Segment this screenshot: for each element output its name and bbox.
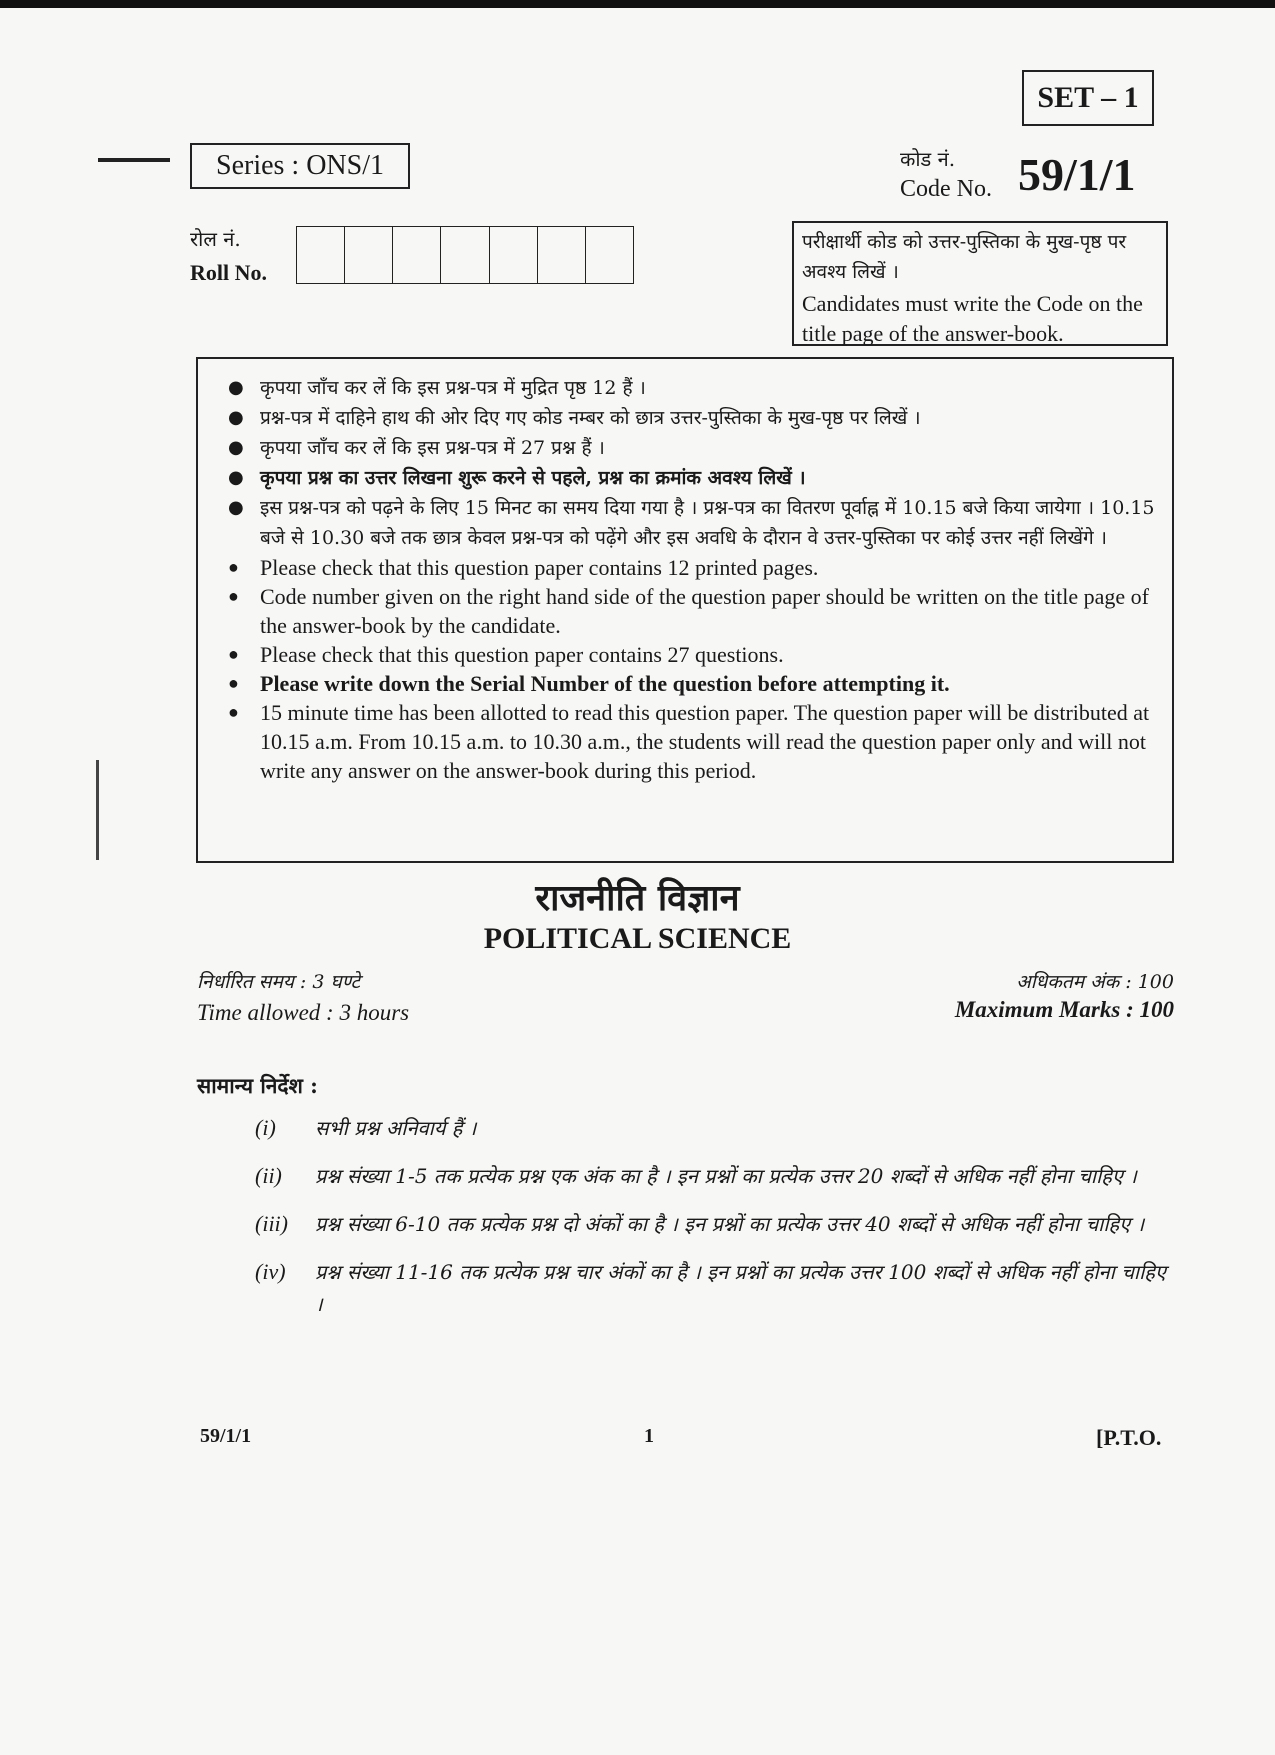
instruction-item: ● Please check that this question paper contains 12 printed pages. <box>228 555 819 580</box>
margin-dash <box>98 158 170 162</box>
instruction-item: ● इस प्रश्न-पत्र को पढ़ने के लिए 15 मिनट का समय दिया गया है । प्रश्न-पत्र का वितरण पूर्वाह्न में 10.15 बजे किया जायेगा । 10.15 बजे से 10.30 बजे तक छात्र केवल प्रश्न-पत्र को पढ़ेंगे और इस अवधि के दौरान वे उत्तर-पुस्तिका पर कोई उत्तर नहीं लिखेंगे । <box>228 493 1158 553</box>
roll-label-english: Roll No. <box>190 260 267 285</box>
general-instruction-item <box>255 1112 1175 1144</box>
roll-digit-box[interactable] <box>297 227 345 283</box>
candidate-note-box <box>792 221 1168 346</box>
roll-digit-box[interactable] <box>393 227 441 283</box>
bullet-icon: ● <box>228 673 239 693</box>
item-text: प्रश्न संख्या 1-5 तक प्रत्येक प्रश्न एक अंक का है । इन प्रश्नों का प्रत्येक उत्तर 20 शब्दों से अधिक नहीं होना चाहिए । <box>315 1164 1137 1188</box>
instruction-item: ● Please check that this question paper contains 27 questions. <box>228 642 784 667</box>
instruction-item: ● Please write down the Serial Number of the question before attempting it. <box>228 671 950 696</box>
code-number: 59/1/1 <box>1018 149 1136 200</box>
margin-mark <box>96 760 99 860</box>
bullet-icon: ● <box>228 644 239 664</box>
general-instruction-item <box>255 1208 1175 1240</box>
instructions-box <box>196 357 1174 863</box>
bullet-icon: ● <box>228 407 244 428</box>
bullet-icon: ● <box>228 467 244 488</box>
bullet-icon: ● <box>228 557 239 577</box>
roll-label-hindi: रोल नं. <box>190 227 241 251</box>
instruction-item: ● Code number given on the right hand side of the question paper should be written on the title page of the answer-book by the candidate. <box>228 584 1149 638</box>
pto-label: [P.T.O. <box>1096 1425 1162 1450</box>
instruction-item: ● कृपया जाँच कर लें कि इस प्रश्न-पत्र में मुद्रित पृष्ठ 12 हैं । <box>228 373 1158 403</box>
subject-title-hindi: राजनीति विज्ञान <box>535 877 740 919</box>
roll-digit-box[interactable] <box>441 227 489 283</box>
instruction-item: ● कृपया प्रश्न का उत्तर लिखना शुरू करने से पहले, प्रश्न का क्रमांक अवश्य लिखें । <box>228 463 1158 493</box>
item-text: सभी प्रश्न अनिवार्य हैं । <box>315 1116 477 1140</box>
roll-number-boxes[interactable] <box>296 226 634 284</box>
general-instruction-item <box>255 1256 1175 1320</box>
max-marks-hindi: अधिकतम अंक : 100 <box>1016 971 1174 993</box>
roll-digit-box[interactable] <box>345 227 393 283</box>
bullet-icon: ● <box>228 702 239 722</box>
bullet-icon: ● <box>228 377 244 398</box>
candidate-note-english: Candidates must write the Code on the title page of the answer-book. <box>802 291 1143 346</box>
max-marks-english: Maximum Marks : 100 <box>954 997 1174 1022</box>
item-number: (ii) <box>255 1163 282 1188</box>
item-number: (iii) <box>255 1211 288 1236</box>
bullet-icon: ● <box>228 437 244 458</box>
item-number: (i) <box>255 1115 276 1140</box>
time-allowed-hindi: निर्धारित समय : 3 घण्टे <box>197 971 361 993</box>
set-label: SET – 1 <box>1022 70 1154 126</box>
bullet-icon: ● <box>228 586 239 606</box>
code-label-hindi: कोड नं. <box>900 147 956 171</box>
general-instructions-list <box>255 1112 1175 1336</box>
roll-digit-box[interactable] <box>586 227 633 283</box>
general-instruction-item <box>255 1160 1175 1192</box>
item-text: प्रश्न संख्या 11-16 तक प्रत्येक प्रश्न चार अंकों का है । इन प्रश्नों का प्रत्येक उत्तर 100 शब्दों से अधिक नहीं होना चाहिए । <box>315 1260 1166 1316</box>
candidate-note-hindi: परीक्षार्थी कोड को उत्तर-पुस्तिका के मुख-पृष्ठ पर अवश्य लिखें । <box>802 231 1127 283</box>
roll-digit-box[interactable] <box>538 227 586 283</box>
code-label-english: Code No. <box>900 176 992 202</box>
instructions-list <box>198 359 1172 785</box>
roll-digit-box[interactable] <box>490 227 538 283</box>
general-instructions-title: सामान्य निर्देश : <box>197 1073 318 1098</box>
item-number: (iv) <box>255 1259 286 1284</box>
top-edge-bar <box>0 0 1275 8</box>
bullet-icon: ● <box>228 497 244 518</box>
instruction-item: ● 15 minute time has been allotted to read this question paper. The question paper will be distributed at 10.15 a.m. From 10.15 a.m. to 10.30 a.m., the students will read the question paper only and will not write any answer on the answer-book during this period. <box>228 700 1150 783</box>
instruction-item: ● कृपया जाँच कर लें कि इस प्रश्न-पत्र में 27 प्रश्न हैं । <box>228 433 1158 463</box>
footer-code: 59/1/1 <box>200 1425 252 1447</box>
item-text: प्रश्न संख्या 6-10 तक प्रत्येक प्रश्न दो अंकों का है । इन प्रश्नों का प्रत्येक उत्तर 40 शब्दों से अधिक नहीं होना चाहिए । <box>315 1212 1145 1236</box>
page-number: 1 <box>644 1425 654 1447</box>
subject-title-english: POLITICAL SCIENCE <box>483 922 792 955</box>
series-label: Series : ONS/1 <box>190 143 410 189</box>
time-allowed-english: Time allowed : 3 hours <box>197 1000 410 1025</box>
instruction-item: ● प्रश्न-पत्र में दाहिने हाथ की ओर दिए गए कोड नम्बर को छात्र उत्तर-पुस्तिका के मुख-पृष्ठ पर लिखें । <box>228 403 1158 433</box>
